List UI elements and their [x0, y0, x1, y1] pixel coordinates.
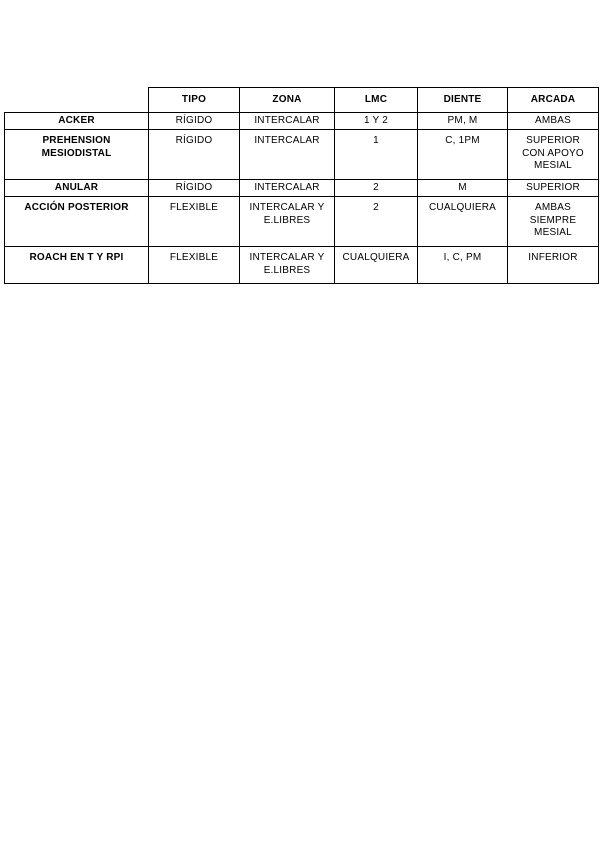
cell-line: AMBAS — [534, 114, 571, 126]
tipo-cell — [149, 247, 240, 284]
cell-line: SIEMPRE — [529, 214, 577, 226]
zona-cell — [240, 247, 335, 284]
row-label-line: MESIODISTAL — [41, 147, 112, 159]
cell-line: E.LIBRES — [263, 214, 311, 226]
cell-line: CUALQUIERA — [342, 252, 410, 263]
cell-line: RÍGIDO — [175, 114, 213, 126]
cell-line: 2 — [373, 202, 379, 213]
cell-line: CON APOYO — [522, 147, 584, 159]
cell-line: C, 1PM — [445, 135, 480, 146]
row-label-cell — [5, 197, 149, 247]
zona-cell — [240, 180, 335, 197]
row-label-cell — [5, 130, 149, 180]
lmc-cell — [335, 113, 418, 130]
cell-line: FLEXIBLE — [169, 202, 219, 213]
header-lmc: LMC — [335, 88, 418, 113]
cell-line: INTERCALAR — [254, 181, 320, 193]
arcada-cell — [508, 247, 599, 284]
diente-cell — [418, 130, 508, 180]
cell-line: INFERIOR — [528, 252, 578, 263]
arcada-cell — [508, 180, 599, 197]
cell-line: INTERCALAR — [254, 135, 320, 146]
cell-line: PM, M — [447, 114, 478, 126]
table-row — [5, 247, 599, 284]
header-tipo: TIPO — [149, 88, 240, 113]
header-arcada: ARCADA — [508, 88, 599, 113]
tipo-cell — [149, 197, 240, 247]
diente-cell — [418, 113, 508, 130]
zona-cell — [240, 197, 335, 247]
cell-line: INTERCALAR — [254, 114, 320, 126]
row-label-line: ANULAR — [54, 181, 99, 193]
table-row — [5, 130, 599, 180]
header-corner-cell — [5, 88, 149, 113]
tipo-cell — [149, 180, 240, 197]
cell-line: SUPERIOR — [526, 181, 580, 193]
diente-cell — [418, 180, 508, 197]
diente-cell — [418, 197, 508, 247]
cell-line: 1 Y 2 — [364, 114, 388, 126]
tipo-cell — [149, 113, 240, 130]
arcada-cell — [508, 130, 599, 180]
cell-line: INTERCALAR Y — [249, 202, 325, 213]
row-label-cell — [5, 247, 149, 284]
zona-cell — [240, 113, 335, 130]
cell-line: MESIAL — [534, 160, 572, 171]
row-label-line: ROACH EN T Y RPI — [29, 252, 124, 263]
row-label-line: ACKER — [58, 114, 95, 126]
cell-line: E.LIBRES — [263, 264, 311, 276]
row-label-line: PREHENSION — [42, 135, 111, 146]
zona-cell — [240, 130, 335, 180]
cell-line: AMBAS — [534, 202, 571, 213]
cell-line: 2 — [373, 181, 379, 193]
clasp-comparison-table — [4, 87, 599, 284]
arcada-cell — [508, 113, 599, 130]
table-header-row — [5, 88, 599, 113]
table-row — [5, 197, 599, 247]
cell-line: M — [458, 181, 467, 193]
header-diente: DIENTE — [418, 88, 508, 113]
row-label-line: ACCIÓN POSTERIOR — [24, 202, 129, 213]
cell-line: CUALQUIERA — [428, 202, 496, 213]
lmc-cell — [335, 130, 418, 180]
cell-line: SUPERIOR — [526, 135, 580, 146]
cell-line: MESIAL — [534, 227, 572, 238]
lmc-cell — [335, 180, 418, 197]
row-label-cell — [5, 113, 149, 130]
table-row — [5, 113, 599, 130]
row-label-cell — [5, 180, 149, 197]
cell-line: RÍGIDO — [175, 181, 213, 193]
lmc-cell — [335, 247, 418, 284]
lmc-cell — [335, 197, 418, 247]
cell-line: RÍGIDO — [175, 135, 213, 146]
table-row — [5, 180, 599, 197]
tipo-cell — [149, 130, 240, 180]
cell-line: I, C, PM — [443, 252, 482, 263]
header-zona: ZONA — [240, 88, 335, 113]
diente-cell — [418, 247, 508, 284]
cell-line: FLEXIBLE — [169, 252, 219, 263]
arcada-cell — [508, 197, 599, 247]
cell-line: INTERCALAR Y — [249, 252, 325, 263]
cell-line: 1 — [373, 135, 379, 146]
